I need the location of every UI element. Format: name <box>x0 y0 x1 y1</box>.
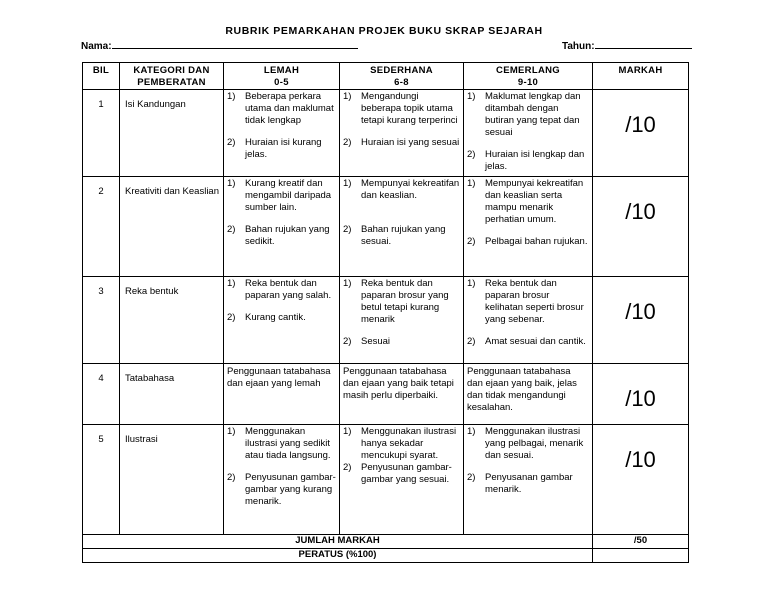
percent-row <box>83 549 689 563</box>
peratus-label: PERATUS (%100) <box>83 549 593 563</box>
row-cemerlang: 1) Menggunakan ilustrasi yang pelbagai, menarik dan sesuai. 2) Penyusanan gambar menarik. <box>464 425 593 535</box>
row-cemerlang: Penggunaan tatabahasa dan ejaan yang baik, jelas dan tidak mengandungi kesalahan. <box>464 364 593 425</box>
name-line <box>112 39 358 49</box>
row-bil: 1 <box>83 90 120 177</box>
header-markah: MARKAH <box>593 63 689 90</box>
row-cemerlang: 1) Mempunyai kekreatifan dan keaslian serta mampu menarik perhatian umum. 2) Pelbagai bahan rujukan. <box>464 177 593 277</box>
row-cemerlang: 1) Reka bentuk dan paparan brosur kelihatan seperti brosur yang sebenar. 2) Amat sesuai dan cantik. <box>464 277 593 364</box>
row-markah: /10 <box>593 277 689 364</box>
row-kategori: Kreativiti dan Keaslian <box>120 177 224 277</box>
jumlah-markah-label: JUMLAH MARKAH <box>83 535 593 549</box>
document-title: RUBRIK PEMARKAHAN PROJEK BUKU SKRAP SEJARAH <box>225 25 543 37</box>
row-sederhana: 1) Menggunakan ilustrasi hanya sekadar mencukupi syarat. 2) Penyusunan gambar- gambar yang sesuai. <box>340 425 464 535</box>
row-markah: /10 <box>593 177 689 277</box>
row-bil: 2 <box>83 177 120 277</box>
name-label: Nama: <box>81 41 112 52</box>
row-kategori: Isi Kandungan <box>120 90 224 177</box>
row-sederhana: 1) Mengandungi beberapa topik utama tetapi kurang terperinci 2) Huraian isi yang sesuai <box>340 90 464 177</box>
row-sederhana: 1) Reka bentuk dan paparan brosur yang betul tetapi kurang menarik 2) Sesuai <box>340 277 464 364</box>
year-line <box>595 39 692 49</box>
header-kategori: KATEGORI DAN PEMBERATAN <box>120 63 224 90</box>
row-cemerlang: 1) Maklumat lengkap dan ditambah dengan butiran yang tepat dan sesuai 2) Huraian isi lengkap dan jelas. <box>464 90 593 177</box>
header-sederhana: SEDERHANA 6-8 <box>340 63 464 90</box>
jumlah-markah-value: /50 <box>593 535 689 549</box>
row-markah: /10 <box>593 364 689 425</box>
row-markah: /10 <box>593 425 689 535</box>
row-sederhana: 1) Mempunyai kekreatifan dan keaslian. 2) Bahan rujukan yang sesuai. <box>340 177 464 277</box>
table-row <box>83 364 689 425</box>
row-bil: 4 <box>83 364 120 425</box>
row-lemah: 1) Menggunakan ilustrasi yang sedikit atau tiada langsung. 2) Penyusunan gambar-gambar yang kurang menarik. <box>224 425 340 535</box>
row-lemah: 1) Beberapa perkara utama dan maklumat tidak lengkap 2) Huraian isi kurang jelas. <box>224 90 340 177</box>
row-kategori: Ilustrasi <box>120 425 224 535</box>
header-row <box>83 63 689 90</box>
rubric-table <box>82 62 689 563</box>
row-lemah: Penggunaan tatabahasa dan ejaan yang lemah <box>224 364 340 425</box>
row-bil: 5 <box>83 425 120 535</box>
header-cemerlang: CEMERLANG 9-10 <box>464 63 593 90</box>
table-row <box>83 177 689 277</box>
year-label: Tahun: <box>562 41 595 52</box>
year-field <box>562 39 692 52</box>
row-kategori: Reka bentuk <box>120 277 224 364</box>
peratus-value <box>593 549 689 563</box>
row-kategori: Tatabahasa <box>120 364 224 425</box>
header-bil: BIL <box>83 63 120 90</box>
row-bil: 3 <box>83 277 120 364</box>
table-row <box>83 90 689 177</box>
row-lemah: 1) Reka bentuk dan paparan yang salah. 2) Kurang cantik. <box>224 277 340 364</box>
total-row <box>83 535 689 549</box>
table-row <box>83 277 689 364</box>
row-sederhana: Penggunaan tatabahasa dan ejaan yang baik tetapi masih perlu diperbaiki. <box>340 364 464 425</box>
row-lemah: 1) Kurang kreatif dan mengambil daripada sumber lain. 2) Bahan rujukan yang sedikit. <box>224 177 340 277</box>
row-markah: /10 <box>593 90 689 177</box>
table-row <box>83 425 689 535</box>
header-lemah: LEMAH 0-5 <box>224 63 340 90</box>
name-field <box>81 39 358 52</box>
